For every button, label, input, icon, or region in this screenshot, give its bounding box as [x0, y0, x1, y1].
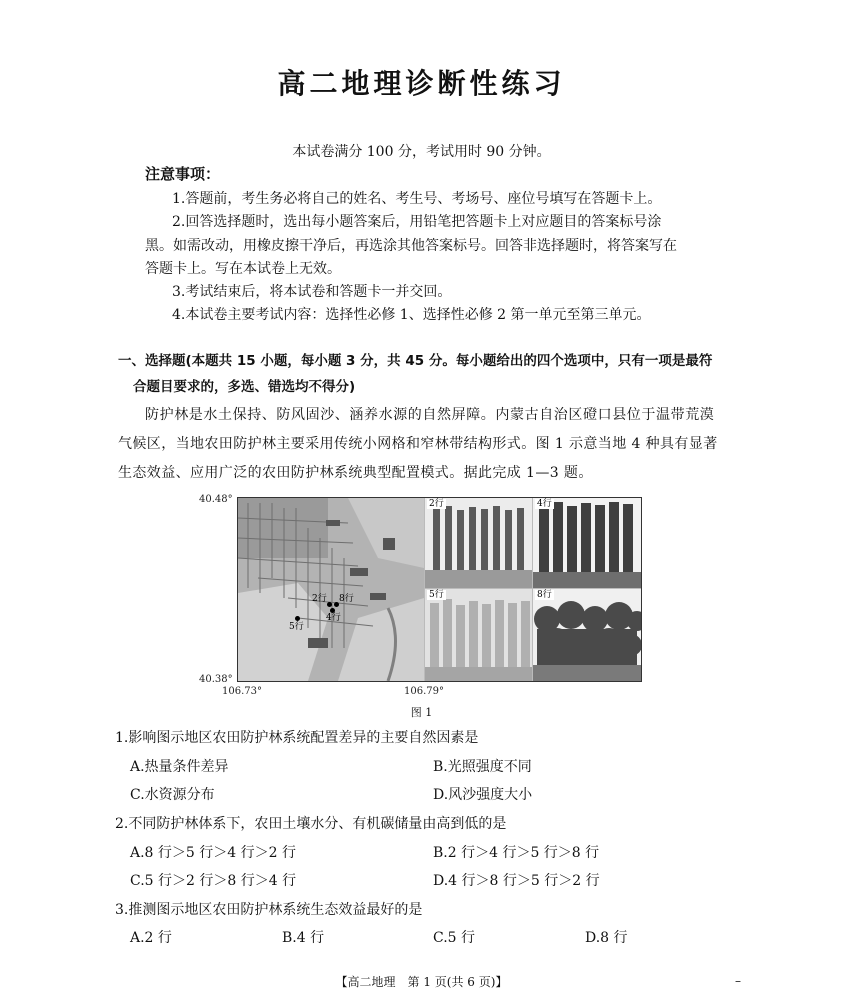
section-heading-line-2: 合题目要求的，多选、错选均不得分): [133, 379, 356, 395]
question-2-stem: 2.不同防护林体系下，农田土壤水分、有机碳储量由高到低的是: [115, 816, 507, 832]
question-3-stem: 3.推测图示地区农田防护林系统生态效益最好的是: [115, 902, 423, 918]
figure-caption: 图 1: [410, 706, 433, 719]
question-3-option-c[interactable]: C.5 行: [433, 930, 476, 946]
photo-label-5-rows: 5行: [429, 590, 444, 600]
passage-line-1: 防护林是水土保持、防风固沙、涵养水源的自然屏障。内蒙古自治区磴口县位于温带荒漠: [145, 407, 715, 423]
question-2-option-c[interactable]: C.5 行＞2 行＞8 行＞4 行: [130, 873, 297, 889]
lon-right-label: 106.79°: [404, 686, 444, 697]
photo-8-rows: [533, 589, 641, 681]
photo-5-rows-image: [425, 589, 532, 681]
photo-label-4-rows: 4行: [537, 499, 552, 509]
notice-line-3: 黑。如需改动，用橡皮擦干净后，再选涂其他答案标号。回答非选择题时，将答案写在: [145, 238, 677, 254]
question-1-option-c[interactable]: C.水资源分布: [130, 787, 215, 803]
photo-2-rows-image: [425, 498, 532, 588]
passage-line-3: 生态效益、应用广泛的农田防护林系统典型配置模式。据此完成 1—3 题。: [118, 465, 593, 481]
passage-line-2: 气候区，当地农田防护林主要采用传统小网格和窄林带结构形式。图 1 示意当地 4 种具有显著: [118, 436, 718, 452]
question-3-option-a[interactable]: A.2 行: [130, 930, 172, 946]
figure-1: [237, 497, 642, 682]
notice-line-4: 答题卡上。写在本试卷上无效。: [145, 261, 341, 277]
map-label-8-rows: 8行: [339, 594, 354, 604]
question-2-option-b[interactable]: B.2 行＞4 行＞5 行＞8 行: [433, 845, 600, 861]
photo-4-rows-image: [533, 498, 641, 588]
lon-left-label: 106.73°: [222, 686, 262, 697]
question-1-stem: 1.影响图示地区农田防护林系统配置差异的主要自然因素是: [115, 730, 479, 746]
question-1-option-b[interactable]: B.光照强度不同: [433, 759, 532, 775]
section-heading-line-1: 一、选择题(本题共 15 小题，每小题 3 分，共 45 分。每小题给出的四个选项中，只有一项是最符: [118, 353, 713, 369]
notice-heading: 注意事项：: [145, 165, 221, 183]
photo-2-rows: [425, 498, 532, 588]
exam-intro: 本试卷满分 100 分，考试用时 90 分钟。: [292, 144, 551, 160]
photo-8-rows-image: [533, 589, 641, 681]
question-2-option-a[interactable]: A.8 行＞5 行＞4 行＞2 行: [130, 845, 296, 861]
lat-bottom-label: 40.38°: [199, 674, 233, 685]
satellite-map: [238, 498, 424, 681]
photo-label-2-rows: 2行: [429, 499, 444, 509]
satellite-map-image: [238, 498, 424, 681]
page-title: 高二地理诊断性练习: [277, 67, 566, 100]
photo-label-8-rows: 8行: [537, 590, 552, 600]
site-5-rows-marker: [295, 616, 300, 621]
lat-top-label: 40.48°: [199, 494, 233, 505]
page-footer: 【高二地理 第 1 页(共 6 页)】: [335, 975, 508, 989]
site-2-rows-marker: [327, 602, 332, 607]
map-label-5-rows: 5行: [289, 622, 304, 632]
footer-mark: –: [735, 974, 741, 988]
map-label-4-rows: 4行: [326, 613, 341, 623]
notice-line-6: 4.本试卷主要考试内容：选择性必修 1、选择性必修 2 第一单元至第三单元。: [172, 307, 651, 323]
question-2-option-d[interactable]: D.4 行＞8 行＞5 行＞2 行: [433, 873, 600, 889]
question-3-option-d[interactable]: D.8 行: [585, 930, 628, 946]
notice-line-2: 2.回答选择题时，选出每小题答案后，用铅笔把答题卡上对应题目的答案标号涂: [172, 214, 662, 230]
question-1-option-a[interactable]: A.热量条件差异: [130, 759, 229, 775]
notice-line-5: 3.考试结束后，将本试卷和答题卡一并交回。: [172, 284, 452, 300]
photo-4-rows: [533, 498, 641, 588]
question-3-option-b[interactable]: B.4 行: [282, 930, 325, 946]
photo-5-rows: [425, 589, 532, 681]
notice-line-1: 1.答题前，考生务必将自己的姓名、考生号、考场号、座位号填写在答题卡上。: [172, 191, 662, 207]
question-1-option-d[interactable]: D.风沙强度大小: [433, 787, 533, 803]
map-label-2-rows: 2行: [312, 594, 327, 604]
